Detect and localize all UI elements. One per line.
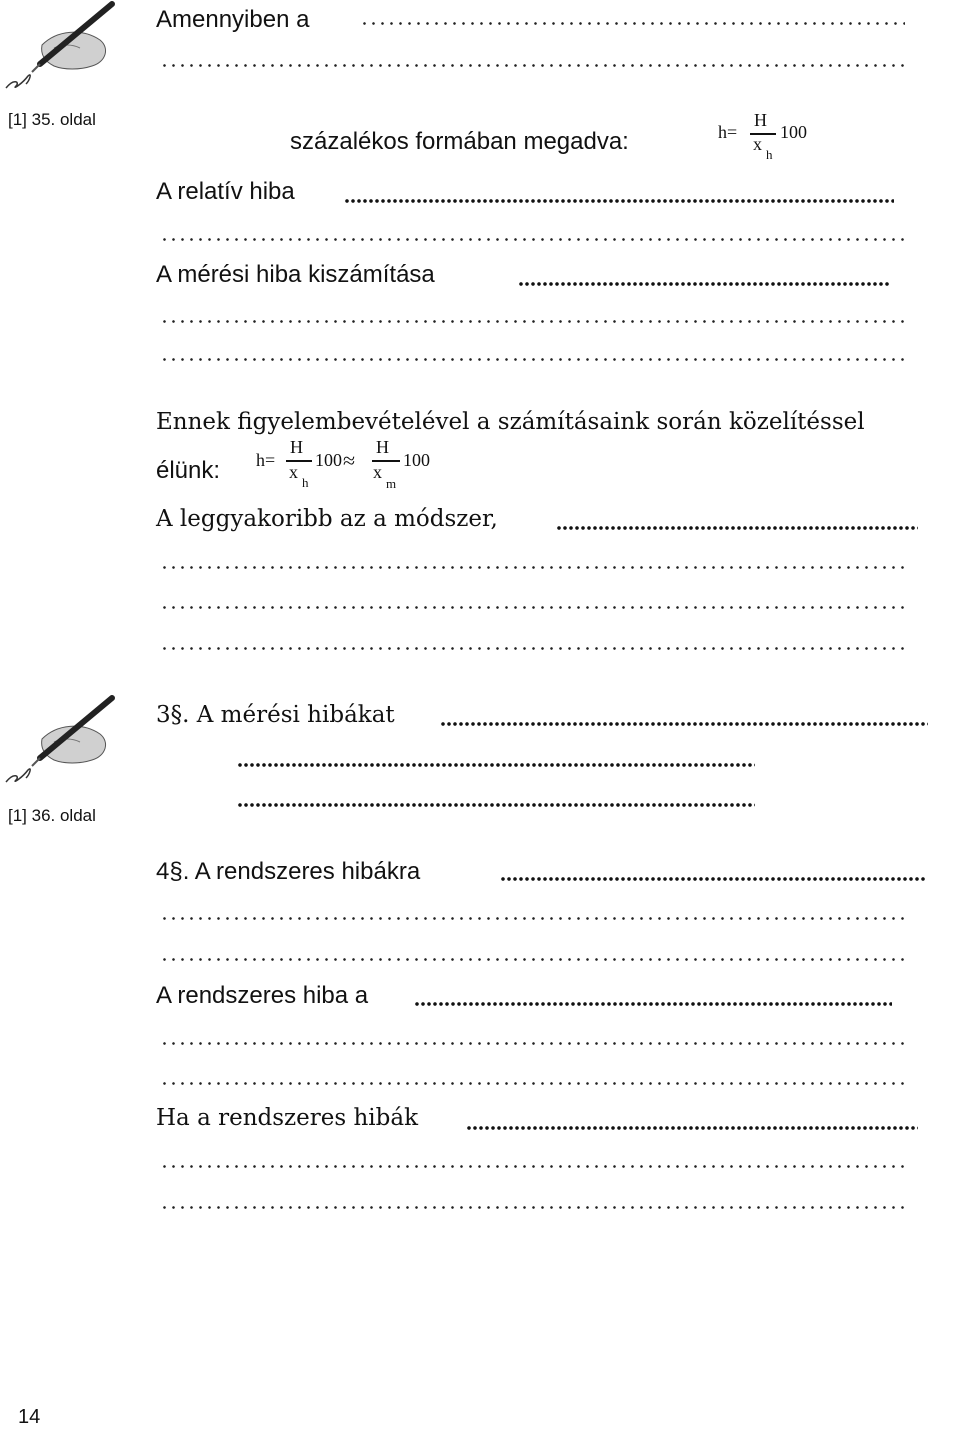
line-leggyakoribb: A leggyakoribb az a módszer, [156,506,498,532]
dotted-line [160,917,905,920]
dotted-line [160,1206,905,1209]
formula-subscript: h [302,475,309,490]
line-relativ-hiba: A relatív hiba [156,178,295,205]
dotted-line [160,1042,905,1045]
dotted-line [466,1126,918,1130]
formula-lhs: h= [256,450,276,470]
dotted-line [160,566,905,569]
dotted-line [160,647,905,650]
dotted-line [160,606,905,609]
formula-denominator: x [753,134,762,154]
margin-reference: [1] 35. oldal [8,110,96,129]
line-amennyiben: Amennyiben a [156,6,310,33]
dotted-line [414,1002,892,1006]
formula-numerator: H [754,110,767,130]
line-ennek: Ennek figyelembevételével a számításaink során közelítéssel [156,409,865,435]
dotted-line [160,64,905,67]
page-number: 14 [18,1406,41,1428]
approx-symbol: ≈ [343,448,356,473]
dotted-line [556,526,918,530]
formula-subscript: m [386,476,397,491]
dotted-line [440,722,928,726]
dotted-line [360,22,905,25]
dotted-line [160,358,905,361]
formula-numerator: H [290,437,303,457]
dotted-line [344,199,894,203]
dotted-line [518,282,890,286]
dotted-line [500,877,926,881]
formula-subscript: h [766,147,773,162]
formula-denominator: x [289,462,298,482]
line-ha-rendszeres-hibak: Ha a rendszeres hibák [156,1105,419,1131]
dotted-line [160,1165,905,1168]
hand-writing-pen-icon [2,694,122,794]
line-meresi-hiba-kiszamitasa: A mérési hiba kiszámítása [156,261,435,288]
dotted-line [160,238,905,241]
line-elunk: élünk: [156,457,221,484]
formula-factor: 100 [780,122,807,142]
dotted-line [160,1082,905,1085]
formula-factor: 100 [403,450,430,470]
formula-denominator: x [373,462,382,482]
hand-writing-pen-icon [2,0,122,100]
margin-reference: [1] 36. oldal [8,806,96,825]
section-3-heading: 3§. A mérési hibákat [156,702,395,728]
section-4-heading: 4§. A rendszeres hibákra [156,858,421,885]
dotted-line [237,763,755,767]
formula-lhs: h= [718,122,738,142]
dotted-line [160,958,905,961]
dotted-line [160,320,905,323]
dotted-line [237,803,755,807]
formula-numerator: H [376,437,389,457]
line-szazalekos: százalékos formában megadva: [290,128,629,155]
line-rendszeres-hiba-a: A rendszeres hiba a [156,982,369,1009]
formula-factor: 100 [315,450,342,470]
